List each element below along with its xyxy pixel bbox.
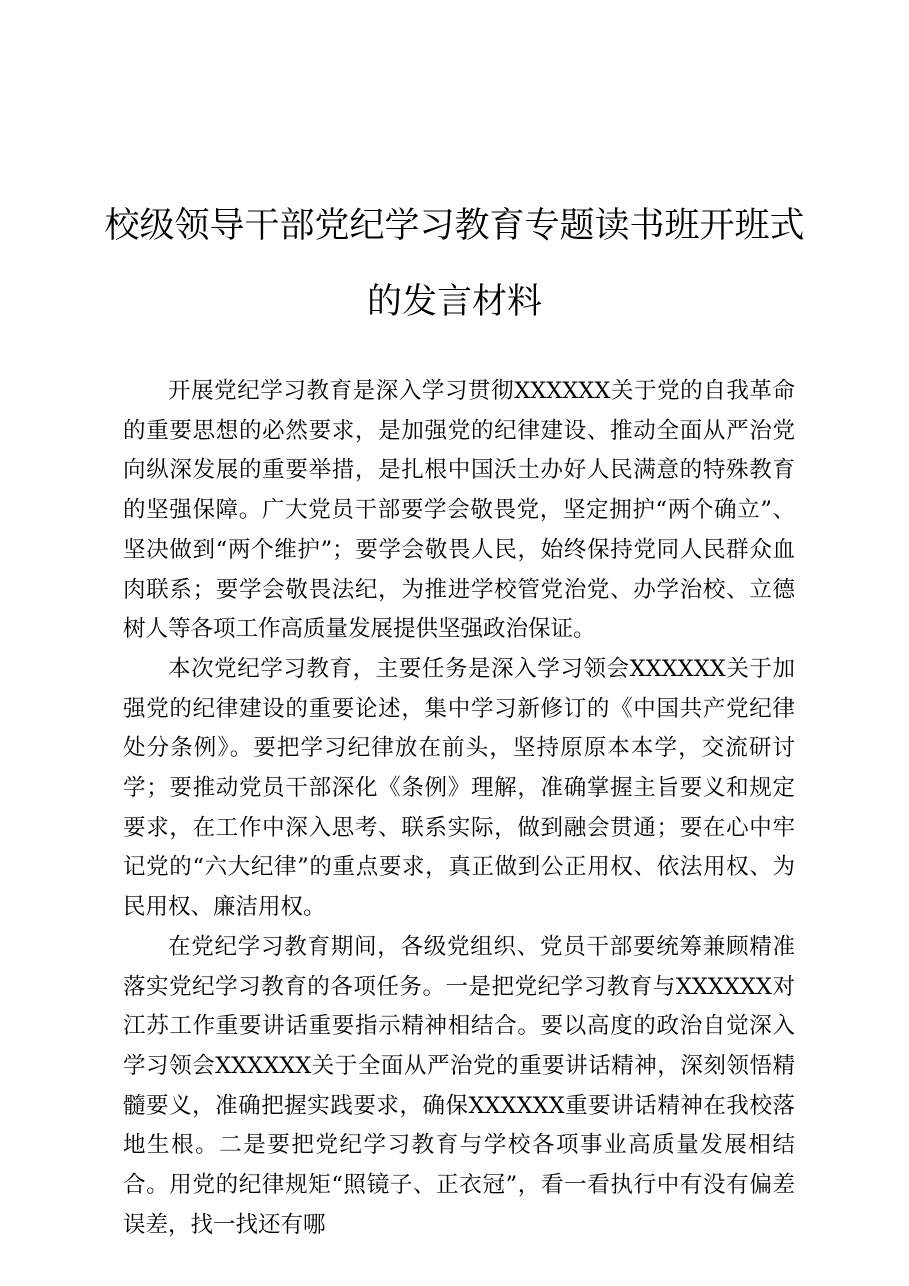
paragraph-1: 开展党纪学习教育是深入学习贯彻XXXXXX关于党的自我革命的重要思想的必然要求，是加强党的纪律建设、推动全面从严治党向纵深发展的重要举措，是扎根中国沃土办好人民满意的特殊教育的坚强保障。广大党员干部要学会敬畏党，坚定拥护“两个确立”、坚决做到“两个维护”；要学会敬畏人民，始终保持党同人民群众血肉联系；要学会敬畏法纪，为推进学校管党治党、办学治校、立德树人等各项工作高质量发展提供坚强政治保证。 (123, 378, 795, 643)
document-body (123, 372, 795, 1245)
title-line-1: 校级领导干部党纪学习教育专题读书班开班式 (104, 206, 805, 246)
title-line-2: 的发言材料 (366, 282, 542, 322)
paragraph-3: 在党纪学习教育期间，各级党组织、党员干部要统筹兼顾精准落实党纪学习教育的各项任务。一是把党纪学习教育与XXXXXX对江苏工作重要讲话重要指示精神相结合。要以高度的政治自觉深入学习领会XXXXXX关于全面从严治党的重要讲话精神，深刻领悟精髓要义，准确把握实践要求，确保XXXXXX重要讲话精神在我校落地生根。二是要把党纪学习教育与学校各项事业高质量发展相结合。用党的纪律规矩“照镜子、正衣冠”，看一看执行中有没有偏差误差，找一找还有哪 (123, 933, 795, 1238)
document-title (100, 188, 809, 340)
paragraph-2: 本次党纪学习教育，主要任务是深入学习领会XXXXXX关于加强党的纪律建设的重要论述，集中学习新修订的《中国共产党纪律处分条例》。要把学习纪律放在前头，坚持原原本本学，交流研讨学；要推动党员干部深化《条例》理解，准确掌握主旨要义和规定要求，在工作中深入思考、联系实际，做到融会贯通；要在心中牢记党的“六大纪律”的重点要求，真正做到公正用权、依法用权、为民用权、廉洁用权。 (123, 655, 795, 921)
